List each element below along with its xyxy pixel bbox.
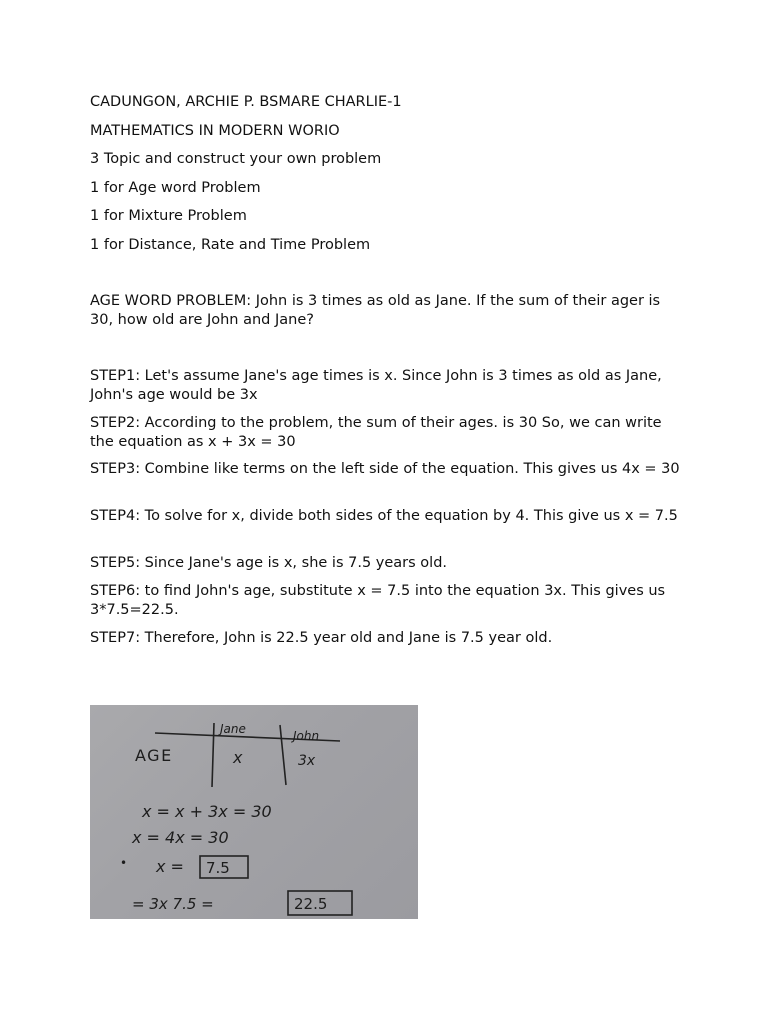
handwritten-work xyxy=(90,705,418,919)
equation-3-box: 7.5 xyxy=(206,859,230,877)
step-1: STEP1: Let's assume Jane's age times is x. Since John is 3 times as old as Jane, John's age would be 3x xyxy=(90,368,662,403)
step-5: STEP5: Since Jane's age is x, she is 7.5 years old. xyxy=(90,555,448,571)
course-title: MATHEMATICS IN MODERN WORIO xyxy=(90,123,340,139)
equation-1: x = x + 3x = 30 xyxy=(142,802,272,821)
step-4: STEP4: To solve for x, divide both sides of the equation by 4. This give us x = 7.5 xyxy=(90,508,678,524)
step-2: STEP2: According to the problem, the sum of their ages. is 30 So, we can write the equation as x + 3x = 30 xyxy=(90,415,662,450)
topic-distance-rate-time: 1 for Distance, Rate and Time Problem xyxy=(90,237,371,253)
age-word-problem: AGE WORD PROBLEM: John is 3 times as old as Jane. If the sum of their ager is 30, how old are John and Jane? xyxy=(90,293,661,328)
student-name-line: CADUNGON, ARCHIE P. BSMARE CHARLIE-1 xyxy=(90,94,402,110)
topic-mixture-problem: 1 for Mixture Problem xyxy=(90,208,247,224)
cell-jane-x: x xyxy=(233,748,243,767)
step-3: STEP3: Combine like terms on the left side of the equation. This gives us 4x = 30 xyxy=(90,461,680,477)
table-divider-1 xyxy=(212,723,214,787)
equation-3-lhs: x = xyxy=(156,857,184,876)
bullet-mark: • xyxy=(120,856,128,870)
col-jane: Jane xyxy=(220,722,246,736)
table-divider-2 xyxy=(280,725,286,785)
equation-2: x = 4x = 30 xyxy=(132,828,229,847)
equation-4-lhs: = 3x 7.5 = xyxy=(132,895,214,913)
cell-john-3x: 3x xyxy=(298,753,316,769)
col-john: John xyxy=(293,729,320,743)
step-6: STEP6: to find John's age, substitute x = 7.5 into the equation 3x. This gives us 3*7.5=22.5. xyxy=(90,583,666,618)
handwritten-solution-photo xyxy=(90,705,418,919)
equation-4-box: 22.5 xyxy=(294,895,328,913)
assignment-instruction: 3 Topic and construct your own problem xyxy=(90,151,382,167)
row-age: AGE xyxy=(135,746,173,765)
topic-age-problem: 1 for Age word Problem xyxy=(90,180,261,196)
step-7: STEP7: Therefore, John is 22.5 year old and Jane is 7.5 year old. xyxy=(90,630,553,646)
